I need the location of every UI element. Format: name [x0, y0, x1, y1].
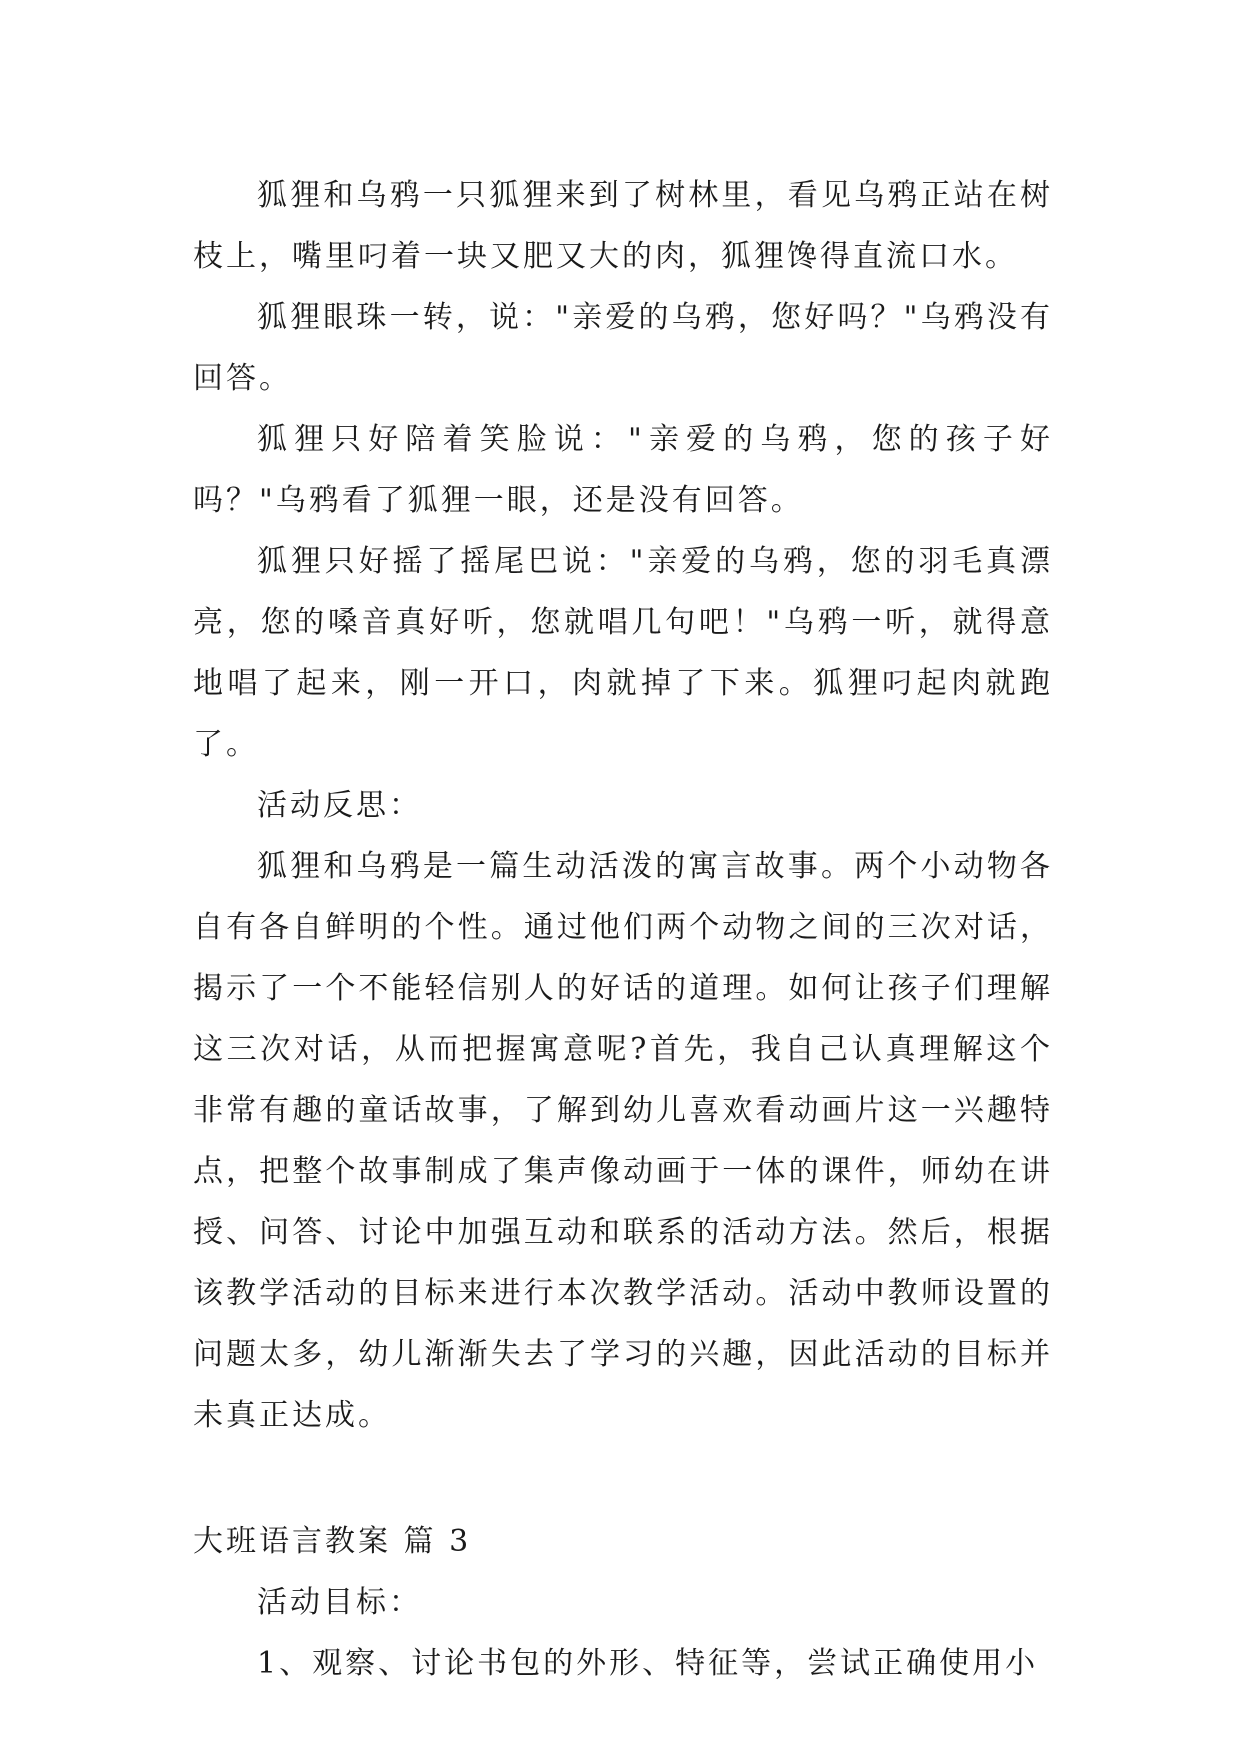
story-paragraph-4: 狐狸只好摇了摇尾巴说："亲爱的乌鸦，您的羽毛真漂亮，您的嗓音真好听，您就唱几句吧！"乌鸦一听，就得意地唱了起来，刚一开口，肉就掉了下来。狐狸叼起肉就跑了。 — [193, 544, 1053, 762]
reflection-label: 活动反思： — [257, 788, 422, 823]
story-paragraph-2: 狐狸眼珠一转，说："亲爱的乌鸦，您好吗？"乌鸦没有回答。 — [193, 300, 1053, 396]
objectives-label: 活动目标： — [257, 1585, 422, 1620]
document-body — [193, 165, 1053, 1694]
reflection-paragraph: 狐狸和乌鸦是一篇生动活泼的寓言故事。两个小动物各自有各自鲜明的个性。通过他们两个动物之间的三次对话，揭示了一个不能轻信别人的好话的道理。如何让孩子们理解这三次对话，从而把握寓意呢?首先，我自己认真理解这个非常有趣的童话故事，了解到幼儿喜欢看动画片这一兴趣特点，把整个故事制成了集声像动画于一体的课件，师幼在讲授、问答、讨论中加强互动和联系的活动方法。然后，根据该教学活动的目标来进行本次教学活动。活动中教师设置的问题太多，幼儿渐渐失去了学习的兴趣，因此活动的目标并未真正达成。 — [193, 849, 1053, 1433]
story-paragraph-1: 狐狸和乌鸦一只狐狸来到了树林里，看见乌鸦正站在树枝上，嘴里叼着一块又肥又大的肉，狐狸馋得直流口水。 — [193, 178, 1053, 274]
section-heading: 大班语言教案 篇 3 — [193, 1524, 472, 1559]
story-paragraph-3: 狐狸只好陪着笑脸说："亲爱的乌鸦，您的孩子好吗？"乌鸦看了狐狸一眼，还是没有回答。 — [193, 422, 1053, 518]
objective-item-1: 1、观察、讨论书包的外形、特征等，尝试正确使用小 — [257, 1646, 1039, 1681]
